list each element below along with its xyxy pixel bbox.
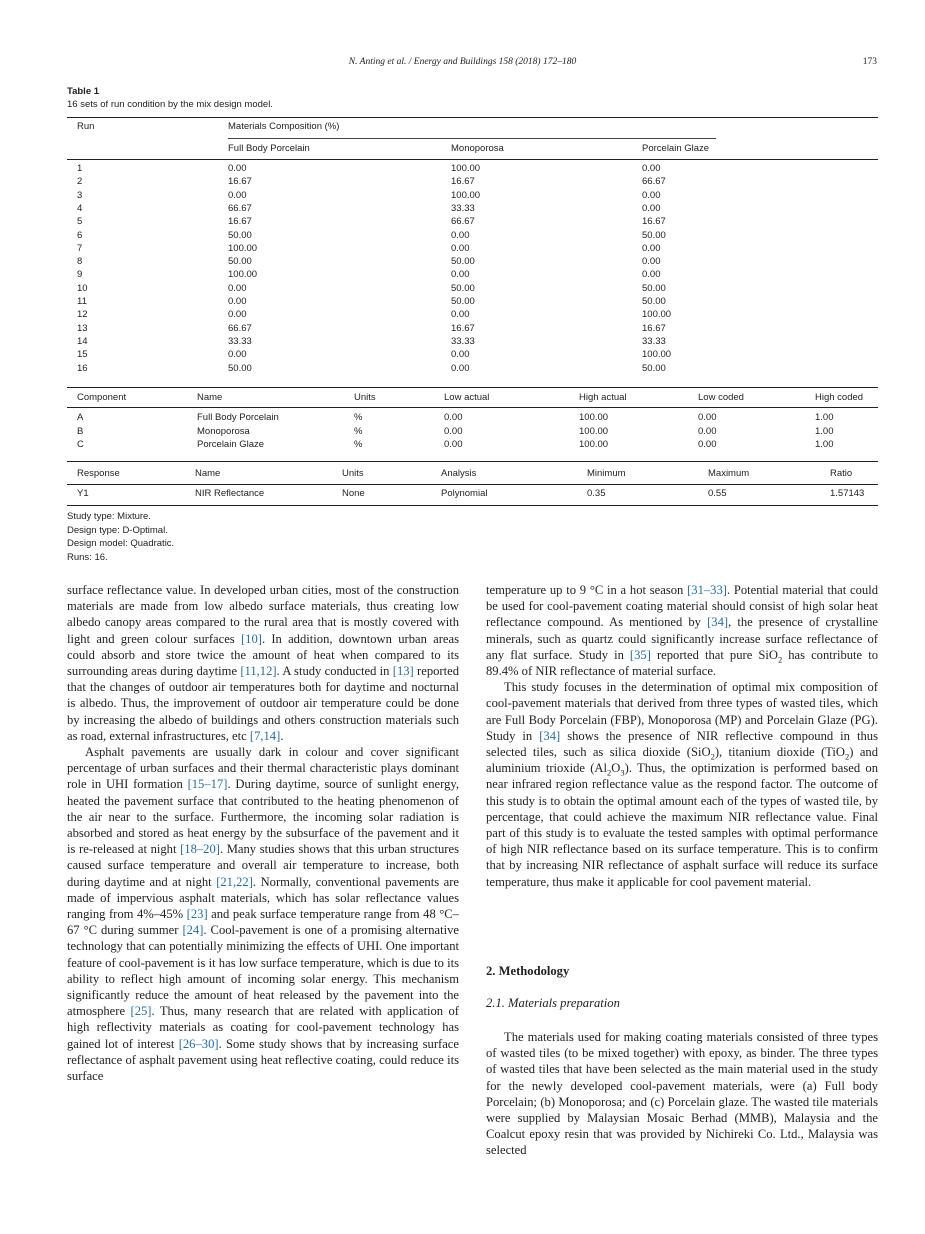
table-cell: 50.00 — [642, 362, 666, 374]
table-cell: 0.00 — [228, 349, 247, 361]
table-cell: 50.00 — [642, 296, 666, 307]
table-cell: 100.00 — [579, 412, 609, 423]
table-note: Design model: Quadratic. — [67, 538, 175, 549]
table-cell: 50.00 — [451, 256, 475, 268]
table-header-cell: Minimum — [587, 468, 626, 479]
table-cell: 50.00 — [642, 282, 666, 294]
table-cell: 0.00 — [228, 309, 247, 321]
paragraph: Asphalt pavements are usually dark in colour and cover significant percentage of urban surfaces and their thermal characteristic plays dominant role in UHI formation [15–17]. During daytime, source of sunlight energy, heated the pavement surface that contributed to the heating phenomenon of the air near to the surface. Furthermore, the incoming solar radiation is absorbed and stored as heat energy by the subsurface of the pavement and it is re-released at night [18–20]. Many studies shows that this urban structures caused surface temperature and overall air temperature to increase, both during daytime and at night [21,22]. Normally, conventional pavements are made of impervious asphalt materials, which has solar reflectance values ranging from 4%–45% [23] and peak surface temperature range from 48 °C–67 °C during summer [24]. Cool-pavement is one of a promising alternative technology that can potentially minimizing the effects of UHI. One important feature of cool-pavement is it has low surface temperature, which is due to its ability to reflect high amount of incoming solar energy. This mechanism significantly reduce the amount of heat released by the pavement into the atmosphere [25]. Thus, many research that are related with application of high reflectivity materials as coating for cool-pavement technology has gained lot of interest [26–30]. Some study shows that by increasing surface reflectance of asphalt pavement using heat reflective coating, could reduce its surface — [67, 745, 459, 1084]
table-cell: Monoporosa — [197, 425, 250, 437]
table-cell: Full Body Porcelain — [197, 412, 279, 423]
table-header-cell: Monoporosa — [451, 143, 504, 154]
table-cell: 0.00 — [642, 269, 661, 281]
table-cell: 0.00 — [451, 229, 470, 241]
table-header-cell: High coded — [815, 392, 864, 403]
table-rule — [67, 461, 878, 462]
table-header-cell: Maximum — [708, 468, 750, 479]
table-cell: None — [342, 488, 365, 499]
table-cell: 50.00 — [642, 229, 666, 241]
citation-link[interactable]: [13] — [392, 664, 414, 679]
table-cell: 0.00 — [444, 425, 463, 437]
table-notes — [67, 510, 174, 564]
running-head — [0, 57, 925, 71]
paragraph: surface reflectance value. In developed urban cities, most of the construction materials are made from low albedo surface materials, thus creating low albedo canopy areas compared to the rural area that is mostly covered with light and green colour surfaces [10]. In addition, downtown urban areas could absorb and store twice the amount of heat when compared to its surrounding areas during daytime [11,12]. A study conducted in [13] reported that the changes of outdoor air temperatures both for daytime and nocturnal is albedo. Thus, the improvement of outdoor air temperature could be done by increasing the albedo of buildings and others construction materials such as road, external infrastructures, etc [7,14]. — [67, 583, 459, 743]
table-header-cell: Porcelain Glaze — [642, 143, 710, 154]
table-cell: 33.33 — [451, 335, 475, 347]
table-cell: 2 — [77, 176, 83, 188]
journal-citation: N. Anting et al. / Energy and Buildings 158 (2018) 172–180 — [348, 57, 577, 67]
table-cell: 50.00 — [228, 362, 252, 374]
citation-link[interactable]: [23] — [186, 907, 208, 922]
table-cell: 66.67 — [228, 202, 252, 214]
table-cell: 13 — [77, 322, 88, 334]
table-cell: 33.33 — [642, 335, 666, 347]
citation-link[interactable]: [11,12] — [240, 664, 277, 679]
table-cell: C — [77, 439, 84, 450]
table-cell: 0.00 — [228, 282, 247, 294]
subsection-heading: 2.1. Materials preparation — [486, 996, 620, 1010]
table-header-cell: Low actual — [444, 392, 490, 403]
right-column — [486, 582, 878, 890]
table-cell: 1.00 — [815, 425, 834, 437]
table-cell: 0.00 — [698, 412, 717, 423]
table-rule — [228, 138, 716, 139]
table-cell: 0.00 — [451, 309, 470, 321]
table-note: Design type: D-Optimal. — [67, 524, 168, 536]
table-header-cell: Name — [195, 468, 221, 479]
table-header-cell: Low coded — [698, 392, 744, 403]
table-cell: Y1 — [77, 488, 89, 499]
table-cell: 100.00 — [451, 189, 481, 201]
table-note: Study type: Mixture. — [67, 511, 151, 522]
table-cell: 11 — [77, 296, 87, 307]
table-cell: 1.00 — [815, 412, 834, 423]
table-cell: 0.00 — [642, 256, 661, 268]
table-cell: 5 — [77, 216, 83, 228]
table-cell: B — [77, 425, 84, 437]
table-cell: 16.67 — [228, 176, 252, 188]
table-cell: 12 — [77, 309, 88, 321]
table-cell: 50.00 — [228, 229, 252, 241]
table-cell: 50.00 — [451, 282, 475, 294]
table-cell: 100.00 — [642, 349, 672, 361]
citation-link[interactable]: [21,22] — [216, 874, 253, 889]
table-cell: 15 — [77, 349, 88, 361]
table-cell: 100.00 — [579, 439, 609, 450]
table-cell: 50.00 — [451, 296, 475, 307]
table-rule — [67, 387, 878, 388]
table-rule — [67, 484, 878, 485]
table-cell: 0.00 — [642, 163, 661, 174]
table-cell: 0.00 — [642, 189, 661, 201]
table-cell: 0.00 — [228, 296, 247, 307]
table-cell: NIR Reflectance — [195, 488, 265, 499]
table-cell: % — [354, 412, 363, 423]
table-header-cell: Run — [77, 121, 95, 132]
table-cell: 100.00 — [451, 163, 481, 174]
citation-link[interactable]: [7,14] — [249, 728, 281, 743]
table-cell: 100.00 — [642, 309, 672, 321]
table-cell: 100.00 — [579, 425, 609, 437]
table-cell: 14 — [77, 335, 88, 347]
table-rule — [67, 505, 878, 506]
table-cell: 0.00 — [444, 412, 463, 423]
left-column — [67, 582, 459, 1084]
table-cell: 0.00 — [451, 269, 470, 281]
table-cell: 0.00 — [228, 189, 247, 201]
table-cell: 6 — [77, 229, 83, 241]
table-cell: 100.00 — [228, 269, 258, 281]
table-header-cell: Units — [342, 468, 364, 479]
citation-link[interactable]: [18–20] — [180, 842, 220, 857]
citation-link[interactable]: [26–30] — [178, 1036, 219, 1051]
table-cell: % — [354, 439, 363, 450]
table-header-cell: Component — [77, 392, 127, 403]
table-cell: % — [354, 425, 363, 437]
citation-link[interactable]: [34] — [707, 615, 729, 630]
table-header-cell: Materials Composition (%) — [228, 121, 340, 132]
table-cell: 16.67 — [451, 322, 475, 334]
table-header-cell: Ratio — [830, 468, 853, 479]
table-header-cell: Name — [197, 392, 223, 403]
table-cell: 33.33 — [451, 202, 475, 214]
table-cell: 4 — [77, 202, 83, 214]
citation-link[interactable]: [10] — [240, 631, 262, 646]
table-cell: 0.00 — [698, 425, 717, 437]
table-cell: 16.67 — [642, 216, 666, 228]
table-note: Runs: 16. — [67, 551, 108, 563]
page-number: 173 — [862, 57, 877, 67]
table-cell: 3 — [77, 189, 83, 201]
table-header-cell: Full Body Porcelain — [228, 143, 310, 154]
table-cell: Porcelain Glaze — [197, 439, 265, 450]
table-cell: 0.00 — [444, 439, 463, 450]
table-header-cell: High actual — [579, 392, 627, 403]
table-cell: 66.67 — [451, 216, 475, 228]
section-heading: 2. Methodology — [486, 964, 570, 978]
table-cell: 100.00 — [228, 242, 258, 254]
paragraph: temperature up to 9 °C in a hot season [31–33]. Potential material that could be used for cool-pavement coating material should consist of high solar heat reflectance compound. As mentioned by [34], the presence of crystalline minerals, such as quartz could significantly increase surface reflectance of any flat surface. Study in [35] reported that pure SiO$_2$ has contribute to 89.4% of NIR reflectance of material surface. — [486, 583, 878, 679]
table-cell: 0.35 — [587, 488, 606, 499]
paragraph: This study focuses in the determination of optimal mix composition of cool-pavement materials that derived from three types of wasted tiles, which are Full Body Porcelain (FBP), Monoporosa (MP) and Porcelain Glaze (PG). Study in [34] shows the presence of NIR reflective compound in thus selected tiles, such as silica dioxide (SiO$_2$), titanium dioxide (TiO$_2$) and aluminium trioxide $(Al_2O_3)$. Thus, the optimization is performed based on near infrared region reflectance value as the respond factor. The outcome of this study is to obtain the optimal amount each of the types of wasted tile, by percentage, that could achieve the maximum NIR reflectance value. Final part of this study is to evaluate the tested samples with optimal performance of high NIR reflectance based on its surface temperature. This is to confirm that by increasing NIR reflectance of asphalt surface will reduce its surface temperature, thus make it applicable for cool pavement material. — [486, 680, 878, 889]
table-cell: Polynomial — [441, 488, 488, 499]
table-header-cell: Units — [354, 392, 376, 403]
table-cell: 0.00 — [642, 242, 661, 254]
table-cell: 10 — [77, 282, 88, 294]
citation-link[interactable]: [34] — [539, 728, 561, 743]
right-column-continued — [486, 1029, 878, 1159]
citation-link[interactable]: [24] — [182, 923, 204, 938]
table-header-cell: Analysis — [441, 468, 477, 479]
table-cell: 1 — [77, 163, 83, 174]
table-cell: 1.00 — [815, 439, 834, 450]
table-cell: 16.67 — [228, 216, 252, 228]
table-cell: 0.00 — [451, 349, 470, 361]
citation-link[interactable]: [25] — [130, 1004, 152, 1019]
table-cell: 0.00 — [642, 202, 661, 214]
table-cell: 50.00 — [228, 256, 252, 268]
table-cell: 66.67 — [642, 176, 666, 188]
table-cell: 0.00 — [228, 163, 247, 174]
table-cell: 0.00 — [698, 439, 717, 450]
table-cell: A — [77, 412, 84, 423]
table-rule — [67, 407, 878, 408]
citation-link[interactable]: [15–17] — [187, 777, 228, 792]
citation-link[interactable]: [31–33] — [687, 583, 727, 597]
table-rule — [67, 159, 878, 160]
table-cell: 0.00 — [451, 362, 470, 374]
table-title: Table 1 — [67, 86, 100, 97]
paragraph: The materials used for making coating materials consisted of three types of wasted tiles (to be mixed together) with epoxy, as binder. The three types of wasted tiles that have been selected as the main material used in the study for the newly developed cool-pavement materials, were (a) Full body Porcelain; (b) Monoporosa; and (c) Porcelain glaze. The wasted tile materials were supplied by Malaysian Mosaic Berhad (MMB), Malaysia and the Coalcut epoxy resin that was provided by Nichireki Co. Ltd., Malaysia was selected — [486, 1030, 878, 1158]
table-cell: 7 — [77, 242, 83, 254]
citation-link[interactable]: [35] — [629, 647, 651, 662]
table-rule — [67, 117, 878, 118]
table-header-cell: Response — [77, 468, 120, 479]
table-cell: 33.33 — [228, 335, 252, 347]
table-cell: 0.55 — [708, 488, 727, 499]
table-cell: 8 — [77, 256, 83, 268]
table-cell: 0.00 — [451, 242, 470, 254]
table-cell: 66.67 — [228, 322, 252, 334]
table-cell: 16.67 — [451, 176, 475, 188]
table-cell: 1.57143 — [830, 488, 865, 499]
table-caption: 16 sets of run condition by the mix design model. — [67, 99, 273, 110]
table-cell: 16 — [77, 362, 88, 374]
table-cell: 16.67 — [642, 322, 666, 334]
table-cell: 9 — [77, 269, 83, 281]
